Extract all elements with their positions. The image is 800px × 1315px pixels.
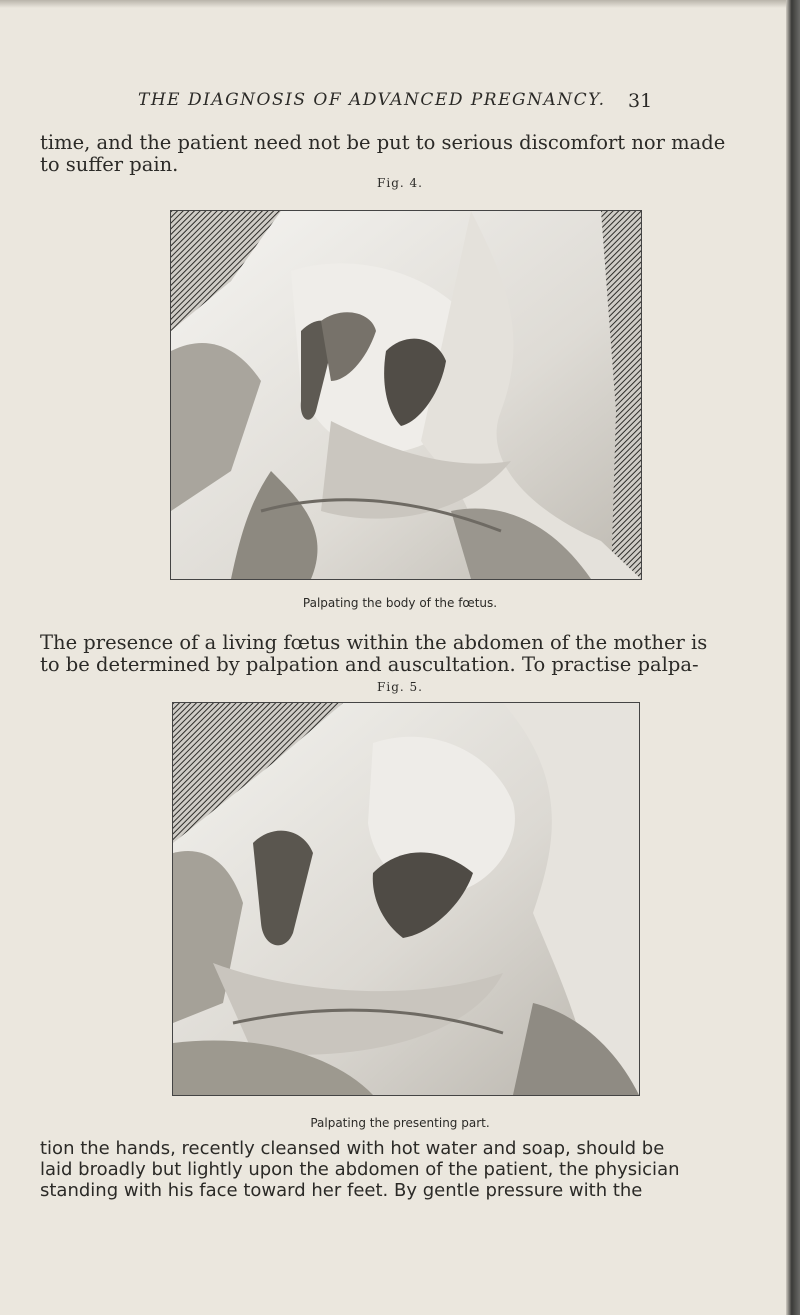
paragraph-2 [40, 631, 708, 676]
paragraph-1 [40, 131, 726, 176]
figure-5-photo [172, 702, 640, 1096]
figure-5-label: Fig. 5. [377, 680, 423, 694]
running-title: THE DIAGNOSIS OF ADVANCED PREGNANCY. [138, 90, 606, 110]
top-shadow [0, 0, 800, 8]
figure-4-photo [170, 210, 642, 580]
paragraph-3 [40, 1138, 680, 1201]
figure-5-caption: Palpating the presenting part. [310, 1116, 490, 1130]
text-line: standing with his face toward her feet. By gentle pressure with the [40, 1180, 643, 1201]
figure-4-label: Fig. 4. [377, 176, 423, 190]
figure-4-caption: Palpating the body of the fœtus. [302, 596, 498, 610]
running-head [0, 90, 800, 120]
page-number: 31 [628, 90, 653, 112]
text-line: laid broadly but lightly upon the abdomen of the patient, the physician [40, 1159, 680, 1180]
text-line: to be determined by palpation and auscultation. To practise palpa- [40, 653, 699, 676]
text-line: time, and the patient need not be put to serious discomfort nor made [40, 131, 726, 154]
text-line: tion the hands, recently cleansed with hot water and soap, should be [40, 1138, 665, 1159]
text-line: to suffer pain. [40, 153, 179, 176]
text-line: The presence of a living fœtus within the abdomen of the mother is [40, 631, 708, 654]
